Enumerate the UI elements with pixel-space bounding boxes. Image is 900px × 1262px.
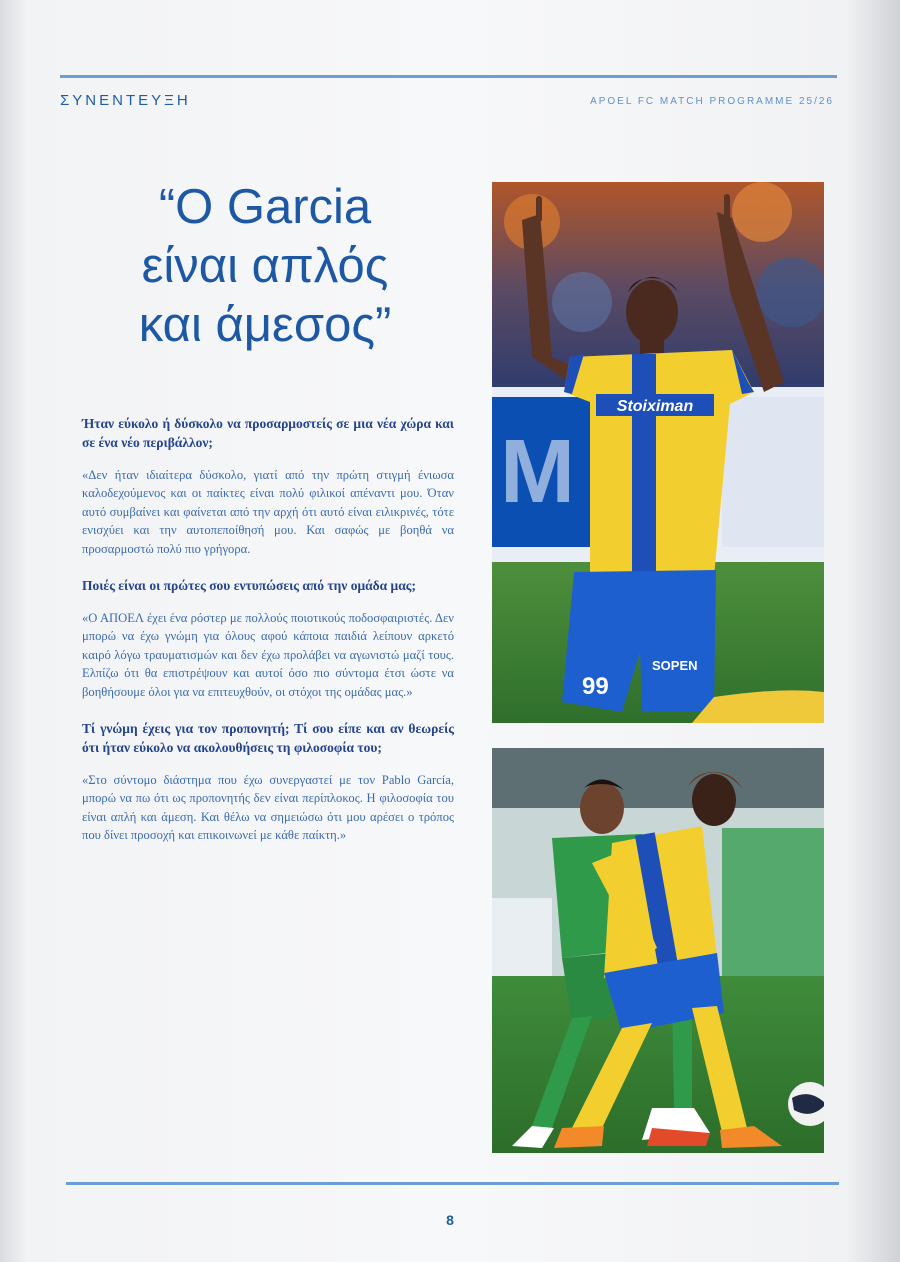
interview-body [82,414,454,863]
interview-answer: «Στο σύντομο διάστημα που έχω συνεργαστεί με τον Pablo García, μπορώ να πω ότι ως προπονητής δεν είναι περίπλοκος. Η φιλοσοφία του είναι απλή και άμεση. Και θέλω να σημειώσω ότι μου αρέσει ο τρόπος που δίνει προσοχή και επικοινωνεί με κάθε παίκτη.» [82,773,454,843]
match-duel-photo [492,748,824,1153]
match-duel-illustration [492,748,824,1153]
player-celebration-illustration [492,182,824,723]
shorts-number: 99 [582,673,609,700]
interview-question: Ήταν εύκολο ή δύσκολο να προσαρμοστείς σε μια νέα χώρα και σε ένα νέο περιβάλλον; [82,416,454,450]
bottom-rule [66,1182,839,1185]
interview-answer: «Δεν ήταν ιδιαίτερα δύσκολο, γιατί από την πρώτη στιγμή ένιωσα καλοδεχούμενος και οι παίκτες είναι πολύ φιλικοί απέναντι μου. Όταν αυτό συμβαίνει και φαίνεται από την αρχή ότι αυτό είναι ειλικρινές, τότε ενισχύει και την αυτοπεποίθησή μου. Και σαφώς με βοηθά να προσαρμοστώ πολύ πιο γρήγορα. [82,468,454,556]
headline [60,178,470,355]
page-number: 8 [446,1212,454,1228]
shorts-sponsor: SOPEN [652,658,698,673]
top-rule [60,75,837,78]
interview-question: Τί γνώμη έχεις για τον προπονητή; Τί σου είπε και αν θεωρείς ότι ήταν εύκολο να ακολουθήσεις τη φιλοσοφία του; [82,721,454,756]
headline-line: είναι απλός [141,239,389,293]
headline-line: “Ο Garcia [158,180,372,234]
svg-text:M: M [500,422,575,522]
player-celebration-photo [492,182,824,723]
interview-question: Ποιές είναι οι πρώτες σου εντυπώσεις από την ομάδα μας; [82,578,416,594]
headline-line: και άμεσος” [138,298,392,352]
interview-answer: «Ο ΑΠΟΕΛ έχει ένα ρόστερ με πολλούς ποιοτικούς ποδοσφαιριστές. Δεν μπορώ να έχω γνώμη για όλους αφού κάποια παιδιά λείπουν αρκετό καιρό λόγω τραυματισμών και δεν έχω προλάβει να αγωνιστώ μαζί τους. Ελπίζω ότι θα επιστρέψουν και αυτοί όσο πιο σύντομα έτσι ώστε να βοηθήσουμε όλοι για να επιτευχθούν, οι στόχοι της ομάδας μας.» [82,611,454,699]
section-label: ΣΥΝΕΝΤΕΥΞΗ [60,92,191,109]
shirt-sponsor: Stoiximan [616,398,694,415]
programme-label: APOEL FC MATCH PROGRAMME 25/26 [590,96,834,107]
